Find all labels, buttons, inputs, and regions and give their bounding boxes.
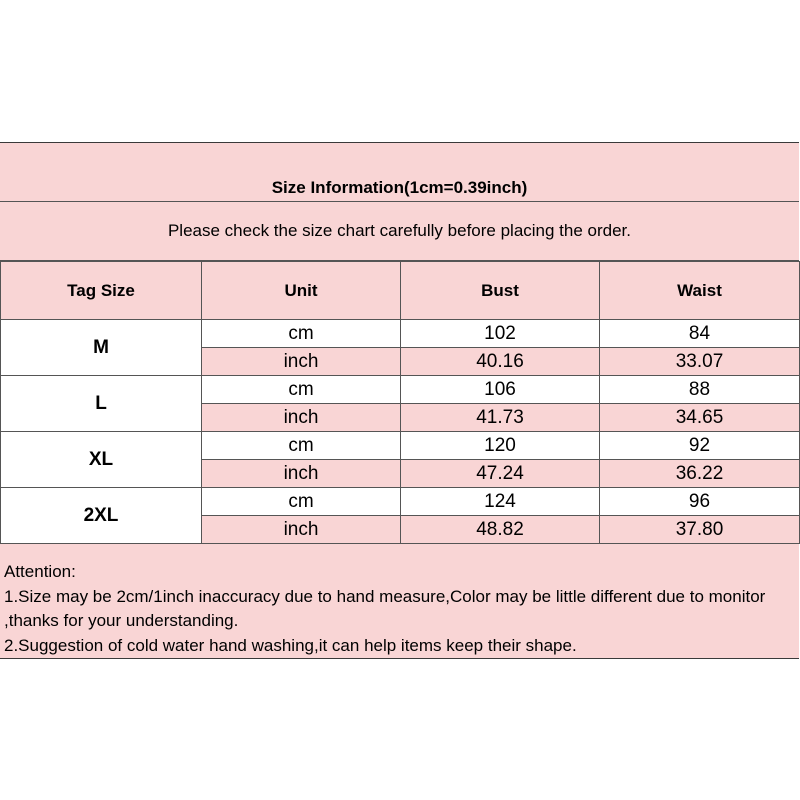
waist-cell: 92: [600, 432, 800, 460]
waist-cell: 34.65: [600, 404, 800, 432]
unit-cell: inch: [202, 516, 401, 544]
unit-cell: cm: [202, 320, 401, 348]
table-row: [1, 376, 800, 404]
attention-line-2: 2.Suggestion of cold water hand washing,it can help items keep their shape.: [4, 635, 577, 655]
column-header-tag-size: Tag Size: [1, 262, 202, 320]
bust-cell: 124: [401, 488, 600, 516]
tag-size-cell: L: [1, 376, 202, 432]
column-header-unit: Unit: [202, 262, 401, 320]
tag-size-cell: XL: [1, 432, 202, 488]
bust-cell: 41.73: [401, 404, 600, 432]
column-header-waist: Waist: [600, 262, 800, 320]
waist-cell: 37.80: [600, 516, 800, 544]
unit-cell: cm: [202, 376, 401, 404]
attention-line-1: 1.Size may be 2cm/1inch inaccuracy due to hand measure,Color may be little different due to monitor ,thanks for your understanding.: [4, 586, 766, 630]
table-row: [1, 488, 800, 516]
table-header-row: [1, 262, 800, 320]
table-row: [1, 320, 800, 348]
waist-cell: 84: [600, 320, 800, 348]
bust-cell: 102: [401, 320, 600, 348]
bust-cell: 47.24: [401, 460, 600, 488]
size-check-notice: Please check the size chart carefully before placing the order.: [0, 202, 799, 261]
bust-cell: 48.82: [401, 516, 600, 544]
column-header-bust: Bust: [401, 262, 600, 320]
size-chart: [0, 142, 799, 659]
bust-cell: 40.16: [401, 348, 600, 376]
waist-cell: 36.22: [600, 460, 800, 488]
bust-cell: 120: [401, 432, 600, 460]
tag-size-cell: M: [1, 320, 202, 376]
waist-cell: 96: [600, 488, 800, 516]
unit-cell: cm: [202, 432, 401, 460]
unit-cell: cm: [202, 488, 401, 516]
bust-cell: 106: [401, 376, 600, 404]
attention-notes: [4, 560, 794, 658]
table-row: [1, 432, 800, 460]
size-table: [0, 261, 800, 544]
size-info-title: Size Information(1cm=0.39inch): [0, 143, 799, 202]
unit-cell: inch: [202, 460, 401, 488]
waist-cell: 33.07: [600, 348, 800, 376]
unit-cell: inch: [202, 348, 401, 376]
attention-heading: Attention:: [4, 562, 76, 581]
waist-cell: 88: [600, 376, 800, 404]
tag-size-cell: 2XL: [1, 488, 202, 544]
unit-cell: inch: [202, 404, 401, 432]
